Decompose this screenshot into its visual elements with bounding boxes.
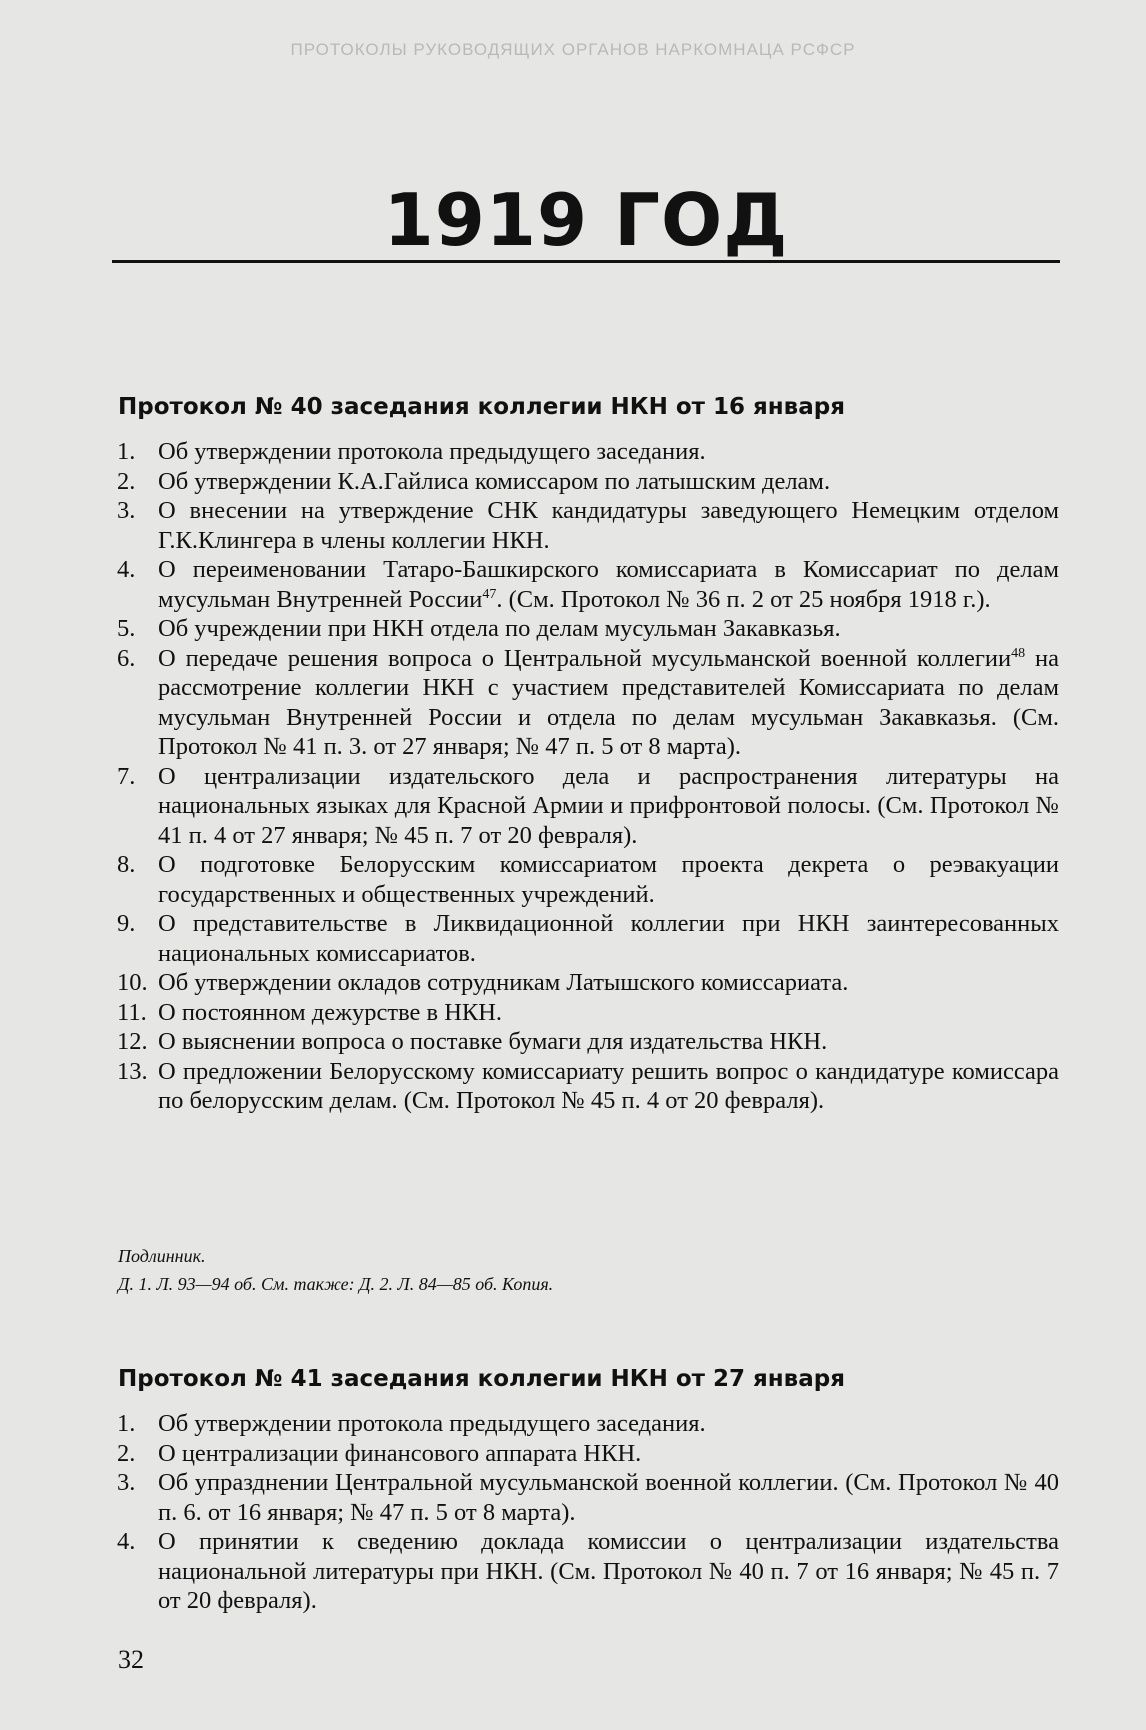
item-text: О предложении Белорусскому комиссариату решить вопрос о кандидатуре комиссара по белорусским делам. (См. Протокол № 45 п. 4 от 20 февраля). bbox=[158, 1057, 1059, 1114]
agenda-item bbox=[117, 1057, 1059, 1116]
source-reference: Д. 1. Л. 93—94 об. См. также: Д. 2. Л. 84—85 об. Копия. bbox=[118, 1274, 554, 1294]
agenda-item bbox=[117, 437, 1059, 467]
item-text: О передаче решения вопроса о Центральной мусульманской военной коллегии bbox=[158, 644, 1012, 672]
item-text: О постоянном дежурстве в НКН. bbox=[158, 998, 503, 1026]
year-heading: 1919 ГОД bbox=[383, 178, 789, 262]
item-number: 1. bbox=[117, 1410, 136, 1437]
item-text: Об утверждении протокола предыдущего заседания. bbox=[158, 438, 706, 465]
item-number: 6. bbox=[117, 644, 136, 672]
item-text: О внесении на утверждение СНК кандидатуры заведующего Немецким отделом Г.К.Клингера в члены коллегии НКН. bbox=[158, 497, 1059, 554]
item-text: Об упразднении Центральной мусульманской военной коллегии. (См. Протокол № 40 п. 6. от 16 января; № 47 п. 5 от 8 марта). bbox=[158, 1469, 1059, 1526]
item-text: О выяснении вопроса о поставке бумаги для издательства НКН. bbox=[158, 1028, 828, 1055]
agenda-item bbox=[117, 1409, 1059, 1439]
item-text-continued: на рассмотрение коллегии НКН с участием представителей Комиссариата по делам мусульман Внутренней России и отдела по делам мусульман Закавказья. (См. Протокол № 41 п. 3. от 27 января; № 47 п. 5 от 8 марта). bbox=[158, 644, 1059, 760]
item-number: 2. bbox=[117, 1439, 136, 1467]
item-number: 12. bbox=[117, 1028, 148, 1055]
item-text: О переименовании Татаро-Башкирского комиссариата в Комиссариат по делам мусульман Внутренней России bbox=[158, 556, 1059, 613]
agenda-item bbox=[117, 850, 1059, 909]
item-number: 4. bbox=[117, 1528, 136, 1555]
agenda-item bbox=[117, 496, 1059, 555]
item-text: О представительстве в Ликвидационной коллегии при НКН заинтересованных национальных комиссариатов. bbox=[158, 910, 1059, 967]
agenda-item bbox=[117, 1527, 1059, 1616]
footnote-marker: 47 bbox=[482, 586, 497, 602]
item-number: 10. bbox=[117, 969, 148, 996]
agenda-item bbox=[117, 644, 1059, 762]
item-text-continued: . (См. Протокол № 36 п. 2 от 25 ноября 1918 г.). bbox=[496, 585, 991, 613]
item-number: 2. bbox=[117, 467, 136, 495]
item-text: Об утверждении К.А.Гайлиса комиссаром по латышским делам. bbox=[158, 467, 831, 495]
item-text: О централизации издательского дела и распространения литературы на национальных языках для Красной Армии и прифронтовой полосы. (См. Протокол № 41 п. 4 от 27 января; № 45 п. 7 от 20 февраля). bbox=[158, 762, 1059, 849]
item-number: 3. bbox=[117, 1469, 136, 1496]
agenda-item bbox=[117, 998, 1059, 1028]
protocol-40-agenda bbox=[117, 437, 1059, 1116]
agenda-item bbox=[117, 555, 1059, 614]
agenda-item bbox=[117, 614, 1059, 644]
item-text: Об учреждении при НКН отдела по делам мусульман Закавказья. bbox=[158, 615, 841, 642]
protocol-41-agenda bbox=[117, 1409, 1059, 1616]
page-number: 32 bbox=[118, 1645, 144, 1674]
item-number: 11. bbox=[117, 998, 147, 1026]
source-original-label: Подлинник. bbox=[118, 1246, 206, 1266]
item-number: 13. bbox=[117, 1057, 148, 1085]
agenda-item bbox=[117, 1027, 1059, 1057]
item-text: О подготовке Белорусским комиссариатом проекта декрета о реэвакуации государственных и общественных учреждений. bbox=[158, 851, 1059, 908]
item-text: Об утверждении окладов сотрудникам Латышского комиссариата. bbox=[158, 969, 849, 996]
item-text: Об утверждении протокола предыдущего заседания. bbox=[158, 1410, 706, 1437]
item-number: 9. bbox=[117, 910, 136, 937]
item-number: 5. bbox=[117, 615, 136, 642]
item-text: О принятии к сведению доклада комиссии о централизации издательства национальной литературы при НКН. (См. Протокол № 40 п. 7 от 16 января; № 45 п. 7 от 20 февраля). bbox=[158, 1528, 1059, 1614]
agenda-item bbox=[117, 909, 1059, 968]
item-number: 1. bbox=[117, 438, 136, 465]
agenda-item bbox=[117, 1439, 1059, 1469]
heading-rule bbox=[112, 260, 1060, 263]
item-number: 8. bbox=[117, 851, 136, 878]
agenda-item bbox=[117, 467, 1059, 497]
running-header: ПРОТОКОЛЫ РУКОВОДЯЩИХ ОРГАНОВ НАРКОМНАЦА РСФСР bbox=[290, 40, 856, 59]
protocol-40-title: Протокол № 40 заседания коллегии НКН от 16 января bbox=[118, 394, 845, 420]
source-note bbox=[118, 1242, 1058, 1298]
protocol-41-title: Протокол № 41 заседания коллегии НКН от 27 января bbox=[118, 1366, 845, 1392]
agenda-item bbox=[117, 1468, 1059, 1527]
agenda-item bbox=[117, 968, 1059, 998]
footnote-marker: 48 bbox=[1011, 645, 1026, 661]
agenda-item bbox=[117, 762, 1059, 851]
item-number: 4. bbox=[117, 556, 136, 583]
item-number: 7. bbox=[117, 762, 136, 790]
item-number: 3. bbox=[117, 497, 136, 524]
item-text: О централизации финансового аппарата НКН. bbox=[158, 1439, 642, 1467]
